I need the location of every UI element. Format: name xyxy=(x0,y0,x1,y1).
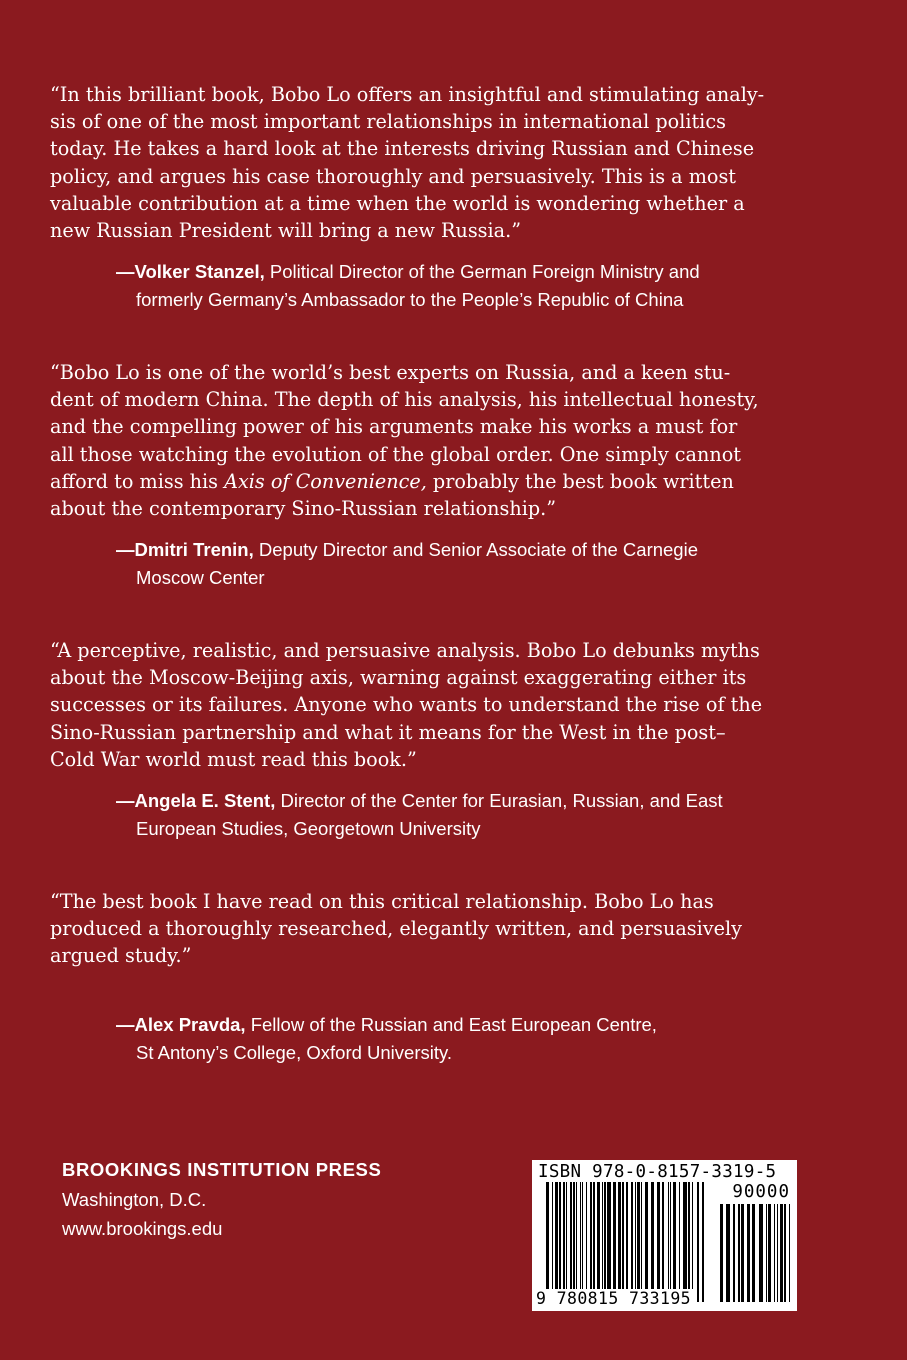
barcode-bar xyxy=(670,1182,671,1302)
barcode-bar xyxy=(679,1182,680,1302)
price-code: 90000 xyxy=(732,1182,790,1202)
barcode-bar xyxy=(573,1182,575,1302)
quote-line: produced a thoroughly researched, elegantly written, and persuasively xyxy=(50,917,742,941)
quote-line: “A perceptive, realistic, and persuasive analysis. Bobo Lo debunks myths xyxy=(50,639,760,662)
quote-line: and the compelling power of his arguments make his works a must for xyxy=(50,415,738,439)
barcode-bar xyxy=(784,1204,786,1302)
barcode-bar xyxy=(777,1204,778,1302)
barcode-bar xyxy=(607,1182,611,1302)
barcode-bar xyxy=(580,1182,581,1302)
barcode-bar xyxy=(576,1182,577,1302)
quote-line: “Bobo Lo is one of the world’s best experts on Russia, and a keen stu- xyxy=(50,361,731,384)
barcode-bar xyxy=(741,1204,744,1302)
barcode-bar xyxy=(566,1182,567,1302)
quote-line: policy, and argues his case thoroughly and persuasively. This is a most xyxy=(50,164,737,188)
isbn-barcode xyxy=(532,1160,797,1311)
quote-line: Sino-Russian partnership and what it means for the West in the post– xyxy=(50,720,726,744)
barcode-bar xyxy=(780,1204,783,1302)
barcode-bar xyxy=(582,1182,583,1302)
ean-number: 9 780815 733195 xyxy=(536,1289,694,1308)
attribution-title: Political Director of the German Foreign Ministry and xyxy=(264,261,700,282)
barcode-bar xyxy=(613,1182,616,1302)
barcode-bar xyxy=(726,1204,730,1302)
barcode-bar xyxy=(586,1182,587,1302)
barcode-bar xyxy=(618,1182,621,1302)
barcode-bar xyxy=(747,1204,750,1302)
quote-line: all those watching the evolution of the global order. One simply cannot xyxy=(50,442,741,466)
blurb-attribution-4 xyxy=(116,1011,816,1067)
attribution-name: Dmitri Trenin, xyxy=(134,539,254,560)
quote-line: about the Moscow-Beijing axis, warning against exaggerating either its xyxy=(50,666,747,690)
addon-barcode-bars xyxy=(720,1204,790,1302)
quote-line: today. He takes a hard look at the interests driving Russian and Chinese xyxy=(50,137,755,161)
attribution-title-continued: Moscow Center xyxy=(136,567,265,588)
quote-line: successes or its failures. Anyone who wants to understand the rise of the xyxy=(50,693,763,717)
attribution-dash: — xyxy=(116,1014,135,1035)
ean-barcode-bars xyxy=(546,1182,706,1302)
barcode-bar xyxy=(657,1182,660,1302)
quote-text: probably the best book written xyxy=(426,469,734,493)
blurb-quote-3 xyxy=(50,637,810,773)
publisher-website: www.brookings.edu xyxy=(62,1218,223,1239)
barcode-bar xyxy=(688,1182,690,1302)
barcode-bar xyxy=(546,1182,549,1302)
barcode-bar xyxy=(645,1182,648,1302)
attribution-title: Fellow of the Russian and East European Centre, xyxy=(245,1014,657,1035)
barcode-bar xyxy=(697,1182,699,1302)
barcode-bar xyxy=(692,1182,693,1302)
barcode-bar xyxy=(597,1182,600,1302)
barcode-bar xyxy=(789,1204,790,1302)
attribution-name: Angela E. Stent, xyxy=(134,790,276,811)
barcode-bar xyxy=(590,1182,592,1302)
barcode-bar xyxy=(733,1204,735,1302)
barcode-bar xyxy=(593,1182,595,1302)
barcode-bar xyxy=(622,1182,624,1302)
quote-line: dent of modern China. The depth of his analysis, his intellectual honesty, xyxy=(50,388,759,412)
blurb-quote-4 xyxy=(50,888,810,970)
barcode-bar xyxy=(626,1182,628,1302)
barcode-bar xyxy=(738,1204,740,1302)
quote-line: argued study.” xyxy=(50,944,192,968)
barcode-bar xyxy=(702,1182,704,1302)
barcode-bar xyxy=(774,1204,775,1302)
barcode-bar xyxy=(631,1182,633,1302)
quote-line: new Russian President will bring a new Russia.” xyxy=(50,219,522,243)
blurb-attribution-1 xyxy=(116,258,816,314)
barcode-bar xyxy=(752,1204,755,1302)
barcode-bar xyxy=(662,1182,664,1302)
barcode-bar xyxy=(683,1182,687,1302)
blurb-attribution-3 xyxy=(116,787,816,843)
attribution-title-continued: formerly Germany’s Ambassador to the People’s Republic of China xyxy=(136,289,684,310)
publisher-block xyxy=(62,1155,381,1243)
attribution-title: Director of the Center for Eurasian, Russian, and East xyxy=(275,790,723,811)
quote-line: Cold War world must read this book.” xyxy=(50,747,417,771)
attribution-title: Deputy Director and Senior Associate of the Carnegie xyxy=(253,539,698,560)
barcode-bar xyxy=(555,1182,558,1302)
attribution-name: Volker Stanzel, xyxy=(134,261,265,282)
attribution-dash: — xyxy=(116,790,135,811)
barcode-bar xyxy=(552,1182,553,1302)
barcode-bar xyxy=(668,1182,669,1302)
barcode-bar xyxy=(563,1182,565,1302)
attribution-dash: — xyxy=(116,261,135,282)
blurb-quote-1 xyxy=(50,81,810,244)
barcode-bar xyxy=(720,1204,723,1302)
publisher-city: Washington, D.C. xyxy=(62,1189,207,1210)
blurb-attribution-2 xyxy=(116,536,816,592)
blurb-quote-2 xyxy=(50,359,810,522)
barcode-bar xyxy=(637,1182,640,1302)
quote-line xyxy=(50,468,810,495)
attribution-name: Alex Pravda, xyxy=(134,1014,246,1035)
barcode-bar xyxy=(641,1182,642,1302)
attribution-dash: — xyxy=(116,539,135,560)
book-title: Axis of Convenience, xyxy=(224,469,427,493)
isbn-number: ISBN 978-0-8157-3319-5 xyxy=(538,1162,777,1182)
attribution-title-continued: St Antony’s College, Oxford University. xyxy=(136,1042,453,1063)
barcode-bar xyxy=(570,1182,572,1302)
quote-line: sis of one of the most important relationships in international politics xyxy=(50,110,726,134)
barcode-bar xyxy=(559,1182,561,1302)
barcode-bar xyxy=(602,1182,603,1302)
attribution-title-continued: European Studies, Georgetown University xyxy=(136,818,481,839)
quote-line: valuable contribution at a time when the world is wondering whether a xyxy=(50,191,745,215)
barcode-bar xyxy=(651,1182,654,1302)
barcode-bar xyxy=(766,1204,767,1302)
barcode-bar xyxy=(768,1204,771,1302)
quote-line: “In this brilliant book, Bobo Lo offers an insightful and stimulating analy- xyxy=(50,83,765,106)
barcode-bar xyxy=(673,1182,676,1302)
barcode-bar xyxy=(604,1182,606,1302)
publisher-name: BROOKINGS INSTITUTION PRESS xyxy=(62,1159,382,1180)
barcode-bar xyxy=(635,1182,636,1302)
quote-line: about the contemporary Sino-Russian relationship.” xyxy=(50,497,557,521)
barcode-bar xyxy=(759,1204,763,1302)
quote-line: “The best book I have read on this critical relationship. Bobo Lo has xyxy=(50,890,714,913)
quote-text: afford to miss his xyxy=(50,469,225,493)
